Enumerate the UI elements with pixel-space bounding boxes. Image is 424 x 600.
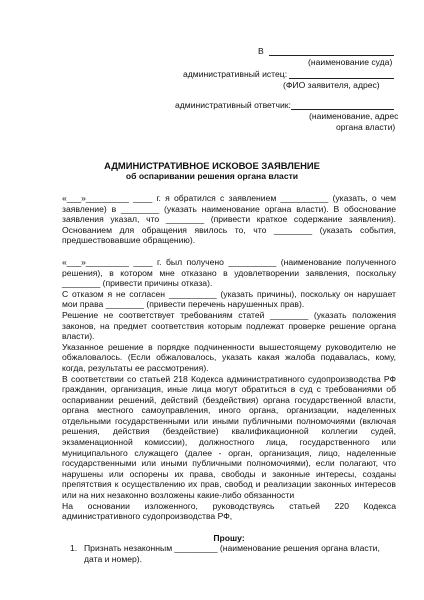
request-item-text: Признать незаконным _________ (наименование решения органа власти, дата и номер). [84, 543, 380, 564]
court-hint: (наименование суда) [308, 57, 393, 67]
request-heading: Прошу: [213, 532, 245, 543]
paragraph-noncompliance: Решение не соответствует требованиям статей ________ (указать положения законов, на предмет соответствия которым подлежат проверке решение органа власти). [62, 309, 396, 342]
paragraph-appeal: Указанное решение в порядке подчиненности вышестоящему руководителю не обжаловалось. (Если обжаловалось, указать какая жалоба подавалась, кому, когда, результаты ее рассмотрения). [62, 341, 396, 373]
document-title: АДМИНИСТРАТИВНОЕ ИСКОВОЕ ЗАЯВЛЕНИЕ [104, 160, 320, 171]
document-subtitle: об оспаривании решения органа власти [125, 171, 299, 181]
paragraph-decision: «___»_________ ____ г. был получено __________ (наименование полученного решения), в котором мне отказано в удовлетворении заявления, поскольку ________ (привести причины отказа). [62, 256, 396, 289]
request-item [62, 543, 396, 564]
plaintiff-hint: (ФИО заявителя, адрес) [283, 80, 380, 90]
court-line [269, 55, 394, 56]
defendant-label: административный ответчик: [175, 100, 291, 110]
court-prefix: В [258, 46, 264, 56]
paragraph-disagreement: С отказом я не согласен __________ (указать причины), поскольку он нарушает мои права ________ (привести перечень нарушенных прав). [62, 288, 396, 310]
defendant-hint-1: (наименование, адрес [309, 111, 399, 121]
plaintiff-line [289, 78, 394, 79]
paragraph-conclusion: На основании изложенного, руководствуясь статьей 220 Кодекса административного судопроизводства РФ, [62, 500, 396, 522]
paragraph-legal-basis: В соответствии со статьей 218 Кодекса административного судопроизводства РФ гражданин, организация, иные лица могут обратиться в суд с требованиями об оспаривании решений, действий (бездействия) органа государственной власти, органа местного самоуправления, иного органа, организации, наделенных отдельными государственными или иными публичными полномочиями (включая решения, действия (бездействие) квалификационной коллегии судей, экзаменационной комиссии), должностного лица, государственного или муниципального служащего (далее - орган, организация, лицо, наделенные государственными или иными публичными полномочиями), если полагают, что нарушены или оспорены их права, свободы и законные интересы, созданы препятствия к осуществлению их прав, свобод и реализации законных интересов или на них незаконно возложены какие-либо обязанности [62, 373, 396, 501]
paragraph-application: «___»_________ ____ г. я обратился с заявлением __________ (указать, о чем заявление) в ________ (указать наименование органа власти). В обоснование заявления указал, что ________ (привести краткое содержание заявления). Основанием для обращения явилось то, что ________ (указать события, предшествовавшие обращению). [62, 193, 396, 246]
plaintiff-label: административный истец: [183, 69, 288, 79]
defendant-line [291, 109, 394, 110]
request-item-number: 1. [70, 543, 78, 554]
defendant-hint-2: органа власти) [336, 122, 396, 132]
document-body [62, 193, 396, 565]
